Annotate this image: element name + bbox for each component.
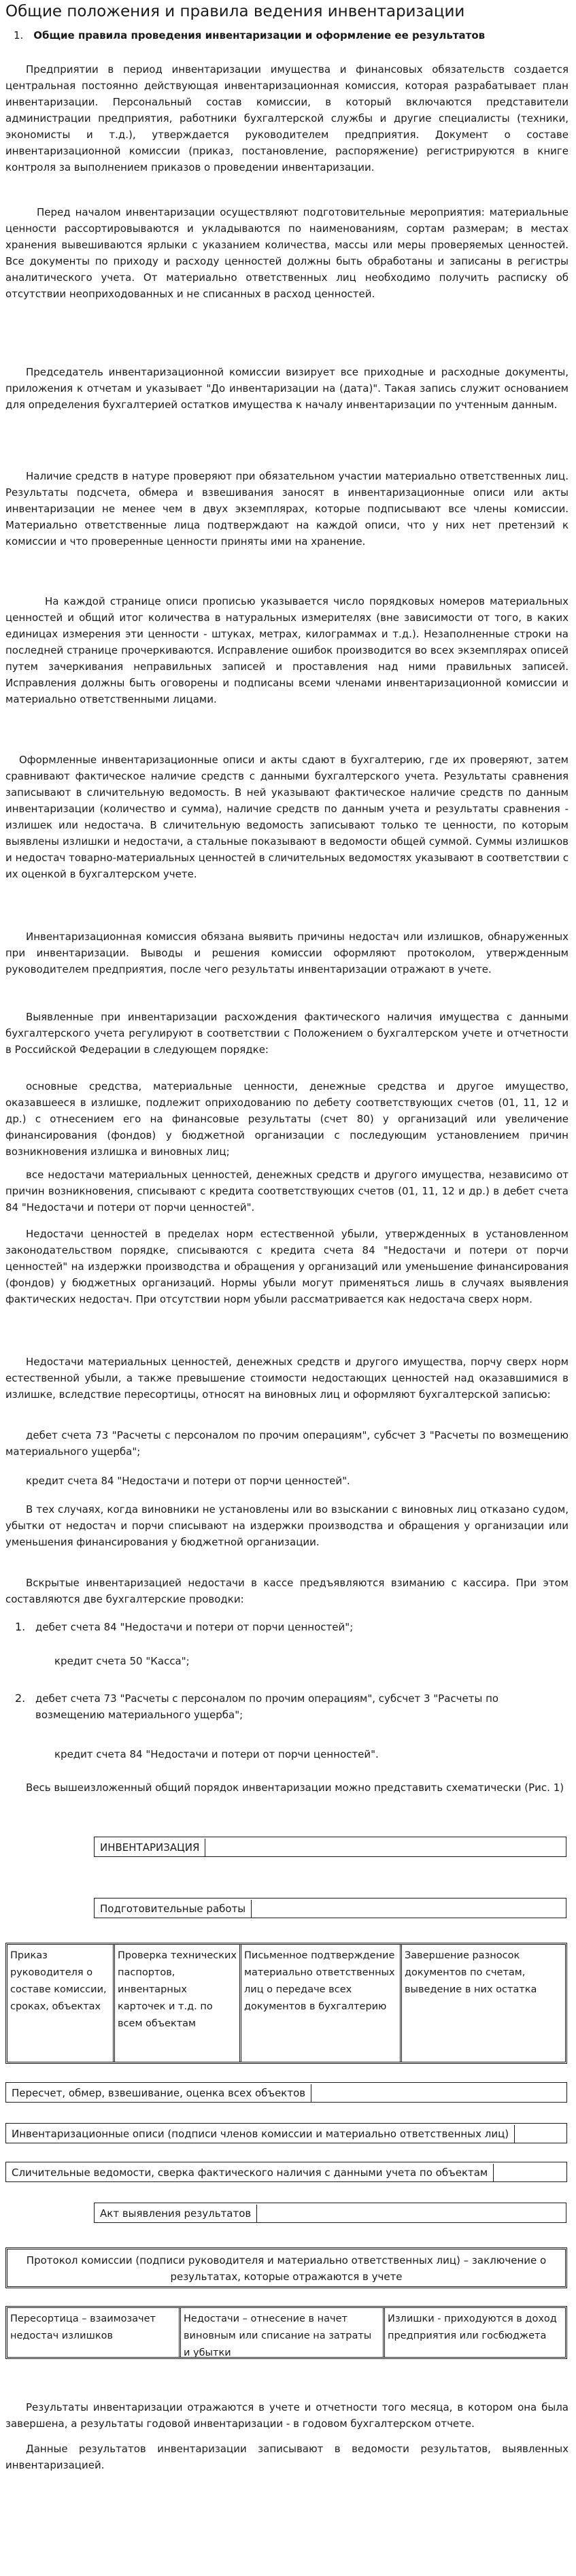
paragraph: Данные результатов инвентаризации записывают в ведомости результатов, выявленных инвентаризацией.: [5, 2443, 569, 2471]
diagram-prep-box: [94, 1898, 566, 1918]
paragraph: основные средства, материальные ценности, денежные средства и другое имущество, оказавшееся в излишке, подлежит оприходованию по дебету соответствующих счетов (01, 11, 12 и др.) с отнесением его на финансовые результаты (счет 80) у организаций или увеличение финансирования (фондов) у бюджетной организации с последующим установлением причин возникновения излишка и виновных лиц;: [5, 1080, 569, 1158]
list-item-text: дебет счета 84 "Недостачи и потери от порчи ценностей";: [35, 1621, 354, 1633]
list-item: [15, 1619, 559, 1635]
paragraph: Весь вышеизложенный общий порядок инвентаризации можно представить схематически (Рис. 1): [26, 1782, 564, 1794]
paragraph: Перед началом инвентаризации осуществляют подготовительные мероприятия: материальные ценности рассортировываются и укладываются по наименованиям, сортам размерам; в местах хранения вывешиваются ярлыки с указанием количества, массы или меры проверяемых ценностей. Все документы по приходу и расходу ценностей должны быть обработаны и записаны в регистры аналитического учета. От материально ответственных лиц необходимо получить расписку об отсутствии неоприходованных и не списанных в расход ценностей.: [5, 206, 569, 300]
section-number: 1.: [14, 29, 24, 41]
diagram-act-label: Акт выявления результатов: [95, 2205, 257, 2222]
diagram-inventory-label: ИНВЕНТАРИЗАЦИЯ: [95, 1839, 205, 1856]
diagram-prep-columns: [5, 1943, 567, 2064]
section-heading-text: Общие правила проведения инвентаризации и оформление ее результатов: [33, 29, 486, 41]
section-heading: [14, 27, 485, 44]
paragraph: Результаты инвентаризации отражаются в учете и отчетности того месяца, в котором она была завершена, а результаты годовой инвентаризации - в годовом бухгалтерском отчете.: [5, 2401, 569, 2430]
paragraph: В тех случаях, когда виновники не установлены или во взыскании с виновных лиц отказано судом, убытки от недостач и порчи списывают на издержки производства и обращения у организации или уменьшения финансирования у бюджетной организации.: [5, 1503, 569, 1548]
list-item-text: дебет счета 73 "Расчеты с персоналом по прочим операциям", субсчет 3 "Расчеты по возмещению материального ущерба";: [35, 1692, 499, 1721]
paragraph: Председатель инвентаризационной комиссии визирует все приходные и расходные документы, приложения к отчетам и указывает "До инвентаризации на (дата)". Такая запись служит основанием для определения бухгалтерией остатков имущества к началу инвентаризации по учтенным данным.: [5, 366, 569, 411]
paragraph: дебет счета 73 "Расчеты с персоналом по прочим операциям", субсчет 3 "Расчеты по возмещению материального ущерба";: [5, 1429, 569, 1458]
paragraph: Недостачи материальных ценностей, денежных средств и другого имущества, порчу сверх норм естественной убыли, а также превышение стоимости недостающих ценностей над оказавшимися в излишке, вследствие пересортицы, относят на виновных лиц и оформляют бухгалтерской записью:: [5, 1356, 569, 1401]
diagram-protocol-box: Протокол комиссии (подписи руководителя и материально ответственных лиц) – заключение о результатах, которые отражаются в учете: [5, 2247, 567, 2288]
diagram-col-passports: Проверка технических паспортов, инвентарных карточек и т.д. по всем объектам: [113, 1945, 239, 2062]
paragraph: кредит счета 84 "Недостачи и потери от порчи ценностей".: [26, 1475, 350, 1487]
diagram-lists-box: [5, 2123, 567, 2143]
paragraph: Выявленные при инвентаризации расхождения фактического наличия имущества с данными бухгалтерского учета регулируют в соответствии с Положением о бухгалтерском учете и отчетности в Российской Федерации в следующем порядке:: [5, 1011, 569, 1056]
list-item-continuation: кредит счета 84 "Недостачи и потери от порчи ценностей".: [54, 1748, 379, 1760]
diagram-col-order: Приказ руководителя о составе комиссии, сроках, объектах: [10, 1950, 107, 2012]
paragraph: все недостачи материальных ценностей, денежных средств и другого имущества, независимо от причин возникновения, списывают с кредита соответствующих счетов (01, 11, 12 и др.) в дебет счета 84 "Недостачи и потери от порчи ценностей".: [5, 1169, 569, 1214]
paragraph: Оформленные инвентаризационные описи и акты сдают в бухгалтерию, где их проверяют, затем сравнивают фактическое наличие средств с данными бухгалтерского учета. Результаты сравнения записывают в сличительную ведомость. В ней указывают фактическое наличие средств по данным инвентаризации (количество и сумма), наличие средств по данным учета и результаты сравнения - излишек или недостача. В сличительную ведомость записывают только те ценности, по которым выявлены излишки и недостачи, а стальные показывают в ведомости общей суммой. Суммы излишков и недостач товарно-материальных ценностей в сличительных ведомостях указывают в соответствии с их оценкой в бухгалтерском учете.: [5, 754, 569, 880]
diagram-result-surplus: Излишки - приходуются в доход предприятия или госбюджета: [383, 2308, 565, 2357]
diagram-compare-label: Сличительные ведомости, сверка фактического наличия с данными учета по объектам: [6, 2164, 494, 2181]
paragraph: Предприятии в период инвентаризации имущества и финансовых обязательств создается центральная постоянно действующая инвентаризационная комиссия, которая разрабатывает план инвентаризации. Персональный состав комиссии, в который включаются представители администрации предприятия, работники бухгалтерской службы и другие специалисты (техники, экономисты и т.д.), утверждается руководителем предприятия. Документ о составе инвентаризационной комиссии (приказ, постановление, распоряжение) регистрируются в книге контроля за выполнением приказов о проведении инвентаризации.: [5, 63, 569, 173]
list-item: [15, 1690, 559, 1723]
diagram-col-confirmation: Письменное подтверждение материально ответственных лиц о передаче всех документов в бухгалтерию: [239, 1945, 400, 2062]
diagram-result-shortage: Недостачи – отнесение в начет виновным или списание на затраты и убытки: [179, 2308, 383, 2357]
paragraph: Инвентаризационная комиссия обязана выявить причины недостач или излишков, обнаруженных при инвентаризации. Выводы и решения комиссии оформляют протоколом, утвержденным руководителем предприятия, после чего результаты инвентаризации отражают в учете.: [5, 931, 569, 975]
page-title: Общие положения и правила ведения инвентаризации: [5, 3, 465, 20]
diagram-result-regrading: Пересортица – взаимозачет недостач излишков: [10, 2313, 156, 2341]
diagram-compare-box: [5, 2162, 567, 2182]
diagram-act-box: [94, 2203, 566, 2223]
diagram-prep-label: Подготовительные работы: [95, 1900, 252, 1918]
paragraph: На каждой странице описи прописью указывается число порядковых номеров материальных ценностей и общий итог количества в натуральных измерителях (вне зависимости от того, в каких единицах измерения эти ценности - штуках, метрах, килограммах и т.д.). Незаполненные строки на последней странице прочеркиваются. Исправление ошибок производится во всех экземплярах описей путем зачеркивания неправильных записей и проставления над ними правильных записей. Исправления должны быть оговорены и подписаны всеми членами инвентаризационной комиссии и материально ответственными лицами.: [5, 595, 569, 705]
diagram-count-box: [5, 2082, 567, 2103]
paragraph: Вскрытые инвентаризацией недостачи в кассе предъявляются взиманию с кассира. При этом составляются две бухгалтерские проводки:: [5, 1577, 569, 1605]
diagram-inventory-box: [94, 1837, 566, 1857]
diagram-results-row: [5, 2306, 567, 2359]
list-item-continuation: кредит счета 50 "Касса";: [54, 1655, 190, 1667]
list-number: 2.: [15, 1692, 26, 1705]
diagram-count-label: Пересчет, обмер, взвешивание, оценка всех объектов: [6, 2084, 311, 2102]
paragraph: Недостачи ценностей в пределах норм естественной убыли, утвержденных в установленном законодательством порядке, списываются с кредита счета 84 "Недостачи и потери от порчи ценностей" на издержки производства и обращения у организаций или уменьшение финансирования (фондов) у бюджетных организаций. Нормы убыли могут применяться лишь в случаях выявления фактических недостач. При отсутствии норм убыли рассматривается как недостача сверх норм.: [5, 1228, 569, 1305]
list-number: 1.: [15, 1620, 26, 1633]
diagram-col-postings: Завершение разносок документов по счетам, выведение в них остатка: [400, 1945, 565, 2062]
diagram-lists-label: Инвентаризационные описи (подписи членов комиссии и материально ответственных лиц): [6, 2125, 515, 2143]
paragraph: Наличие средств в натуре проверяют при обязательном участии материально ответственных лиц. Результаты подсчета, обмера и взвешивания заносят в инвентаризационные описи или акты инвентаризации не менее чем в двух экземплярах, которые подписывают все члены комиссии. Материально ответственные лица подтверждают на каждой описи, что у них нет претензий к комиссии и что проверенные ценности приняты ими на хранение.: [5, 470, 569, 548]
